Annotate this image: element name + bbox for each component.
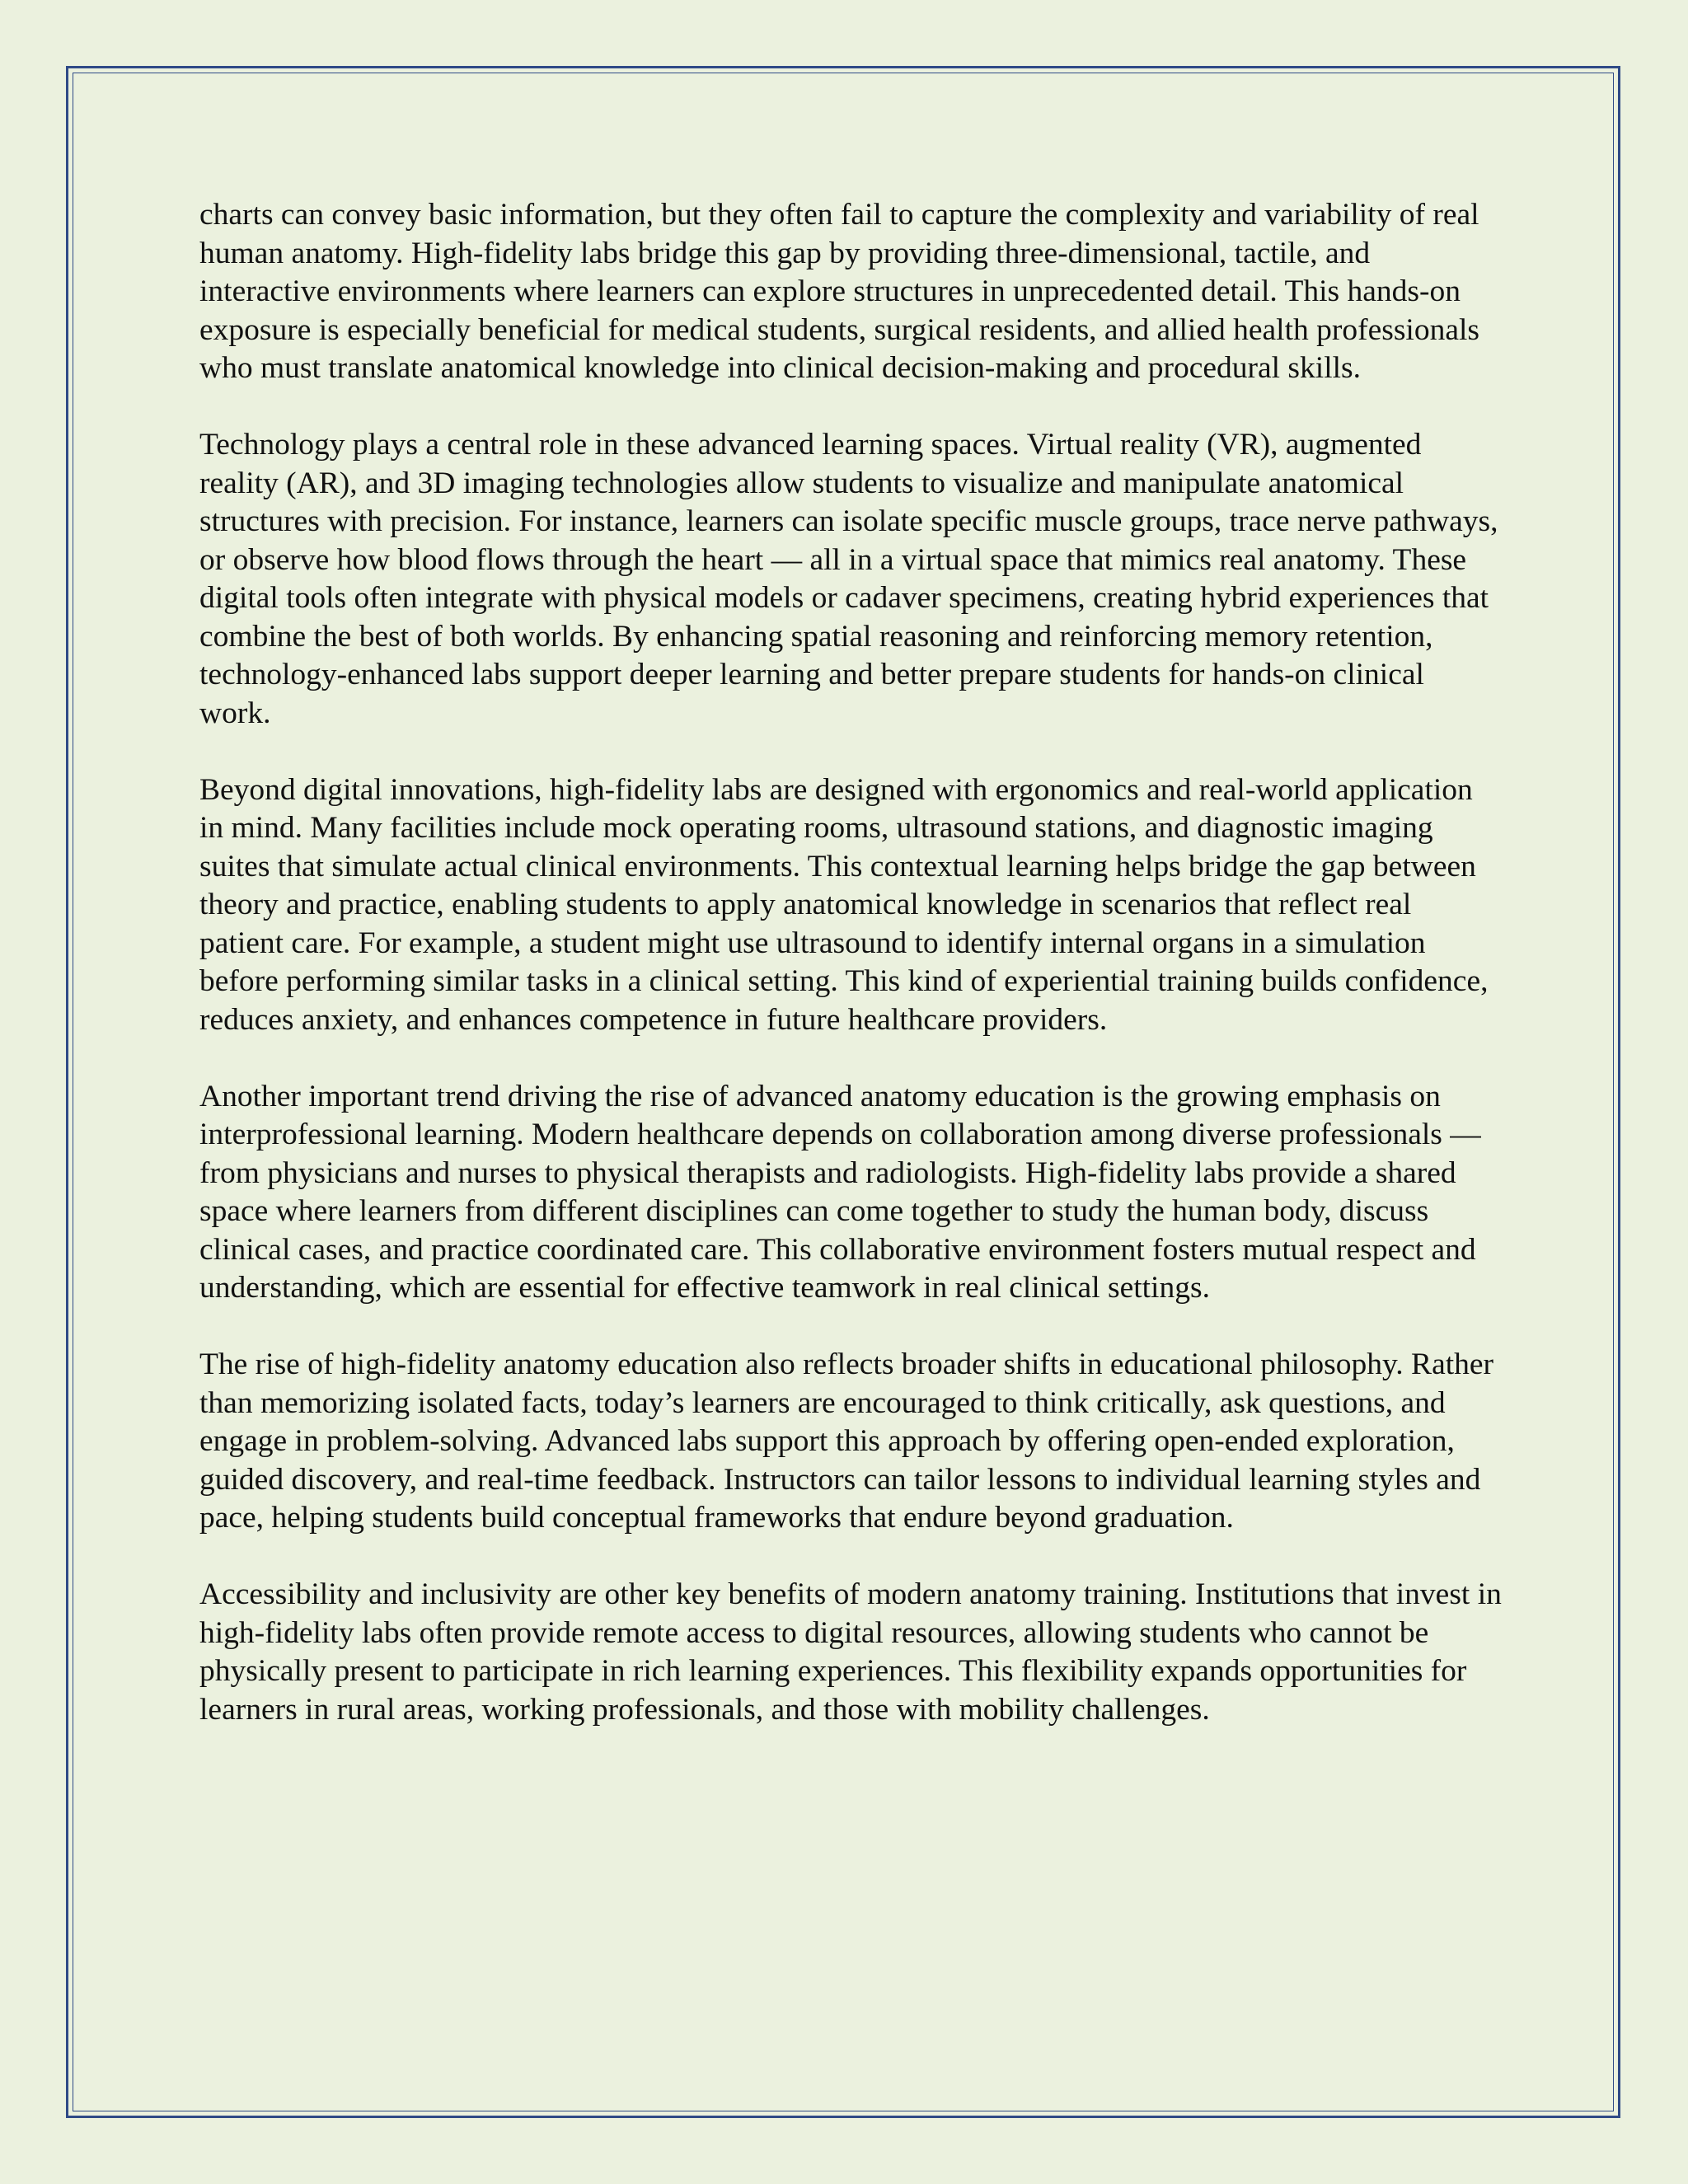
paragraph-5: The rise of high-fidelity anatomy education also reflects broader shifts in educational philosophy. Rather than memorizing isolated facts, today’s learners are encouraged to think critically, ask questions, and engage in problem-solving. Advanced labs support this approach by offering open-ended exploration, guided discovery, and real-time feedback. Instructors can tailor lessons to individual learning styles and pace, helping students build conceptual frameworks that endure beyond graduation. [199, 1347, 1494, 1535]
paragraph-6: Accessibility and inclusivity are other key benefits of modern anatomy training. Institutions that invest in high-fidelity labs often provide remote access to digital resources, allowing students who cannot be physically present to participate in rich learning experiences. This flexibility expands opportunities for learners in rural areas, working professionals, and those with mobility challenges. [199, 1577, 1502, 1727]
document-body [199, 196, 1502, 1768]
paragraph-1: charts can convey basic information, but they often fail to capture the complexity and variability of real human anatomy. High-fidelity labs bridge this gap by providing three-dimensional, tactile, and interactive environments where learners can explore structures in unprecedented detail. This hands-on exposure is especially beneficial for medical students, surgical residents, and allied health professionals who must translate anatomical knowledge into clinical decision-making and procedural skills. [199, 198, 1479, 385]
paragraph-4: Another important trend driving the rise of advanced anatomy education is the growing emphasis on interprofessional learning. Modern healthcare depends on collaboration among diverse professionals — from physicians and nurses to physical therapists and radiologists. High-fidelity labs provide a shared space where learners from different disciplines can come together to study the human body, discuss clinical cases, and practice coordinated care. This collaborative environment fosters mutual respect and understanding, which are essential for effective teamwork in real clinical settings. [199, 1079, 1481, 1305]
paragraph-3: Beyond digital innovations, high-fidelity labs are designed with ergonomics and real-world application in mind. Many facilities include mock operating rooms, ultrasound stations, and diagnostic imaging suites that simulate actual clinical environments. This contextual learning helps bridge the gap between theory and practice, enabling students to apply anatomical knowledge in scenarios that reflect real patient care. For example, a student might use ultrasound to identify internal organs in a simulation before performing similar tasks in a clinical setting. This kind of experiential training builds confidence, reduces anxiety, and enhances competence in future healthcare providers. [199, 772, 1489, 1037]
paragraph-2: Technology plays a central role in these advanced learning spaces. Virtual reality (VR), augmented reality (AR), and 3D imaging technologies allow students to visualize and manipulate anatomical structures with precision. For instance, learners can isolate specific muscle groups, trace nerve pathways, or observe how blood flows through the heart — all in a virtual space that mimics real anatomy. These digital tools often integrate with physical models or cadaver specimens, creating hybrid experiences that combine the best of both worlds. By enhancing spatial reasoning and reinforcing memory retention, technology-enhanced labs support deeper learning and better prepare students for hands-on clinical work. [199, 428, 1498, 730]
